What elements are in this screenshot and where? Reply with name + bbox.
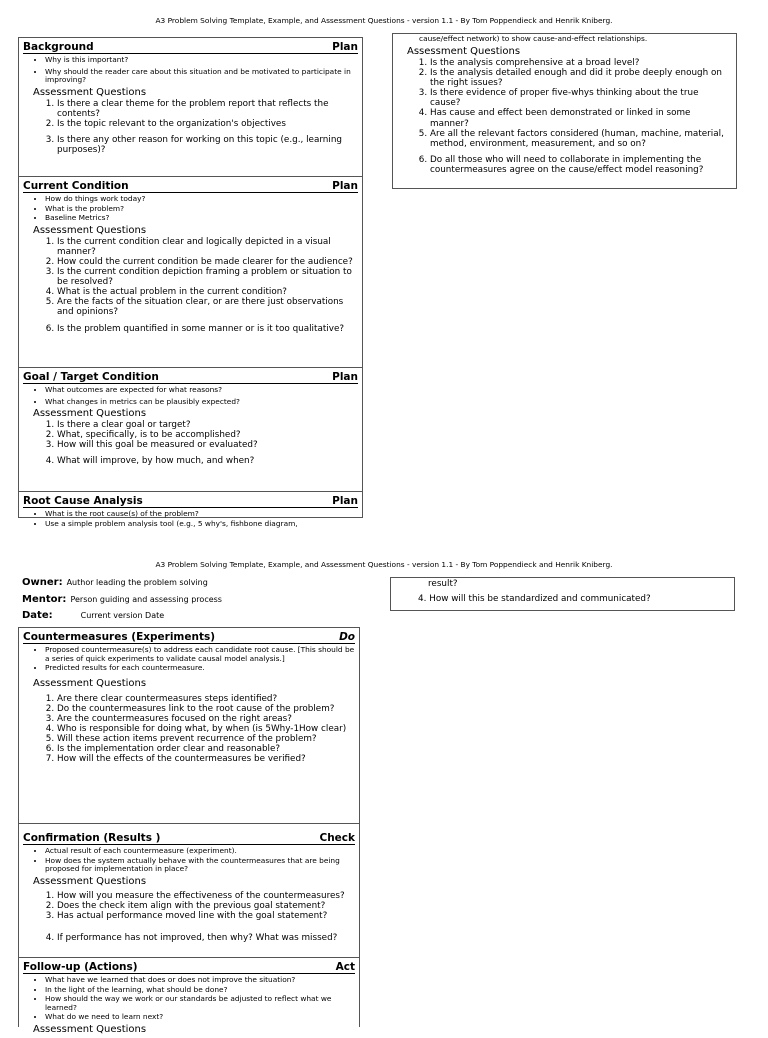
mentor-row xyxy=(22,594,222,605)
bullet-item: • What do we need to learn next? xyxy=(45,1013,355,1022)
question-item: 3. Has actual performance moved line with the goal statement? xyxy=(57,911,355,921)
section-title: Countermeasures (Experiments) xyxy=(23,631,216,643)
section-title: Goal / Target Condition xyxy=(23,371,159,383)
assessment-questions-label: Assessment Questions xyxy=(33,875,147,887)
section-title-row xyxy=(23,495,358,508)
bullet-item: • Actual result of each countermeasure (experiment). xyxy=(45,847,355,856)
section-background xyxy=(19,38,362,177)
page2-right-box xyxy=(390,577,735,611)
section-tag: Plan xyxy=(332,495,358,507)
bullet-item: • What outcomes are expected for what reasons? xyxy=(45,386,358,395)
question-item: 5. Will these action items prevent recurrence of the problem? xyxy=(57,734,355,744)
question-item: 4. What is the actual problem in the current condition? xyxy=(57,287,358,297)
bullet-item: • In the light of the learning, what should be done? xyxy=(45,986,355,995)
question-item: 2. Is the analysis detailed enough and did it probe deeply enough on the right issues? xyxy=(430,68,730,88)
mentor-value: Person guiding and assessing process xyxy=(70,595,222,604)
section-title-row xyxy=(23,41,358,54)
date-value: Current version Date xyxy=(80,611,165,620)
bullet-item: • What is the problem? xyxy=(45,205,358,214)
section-title-row xyxy=(23,832,355,845)
question-item: 4. If performance has not improved, then why? What was missed? xyxy=(57,933,355,943)
bullet-list xyxy=(23,976,355,1022)
bullet-item: • What changes in metrics can be plausibly expected? xyxy=(45,398,358,407)
question-item: 1. Is there a clear theme for the problem report that reflects the contents? xyxy=(57,99,358,119)
question-item: 3. Are the countermeasures focused on the right areas? xyxy=(57,714,355,724)
bullet-item: • Use a simple problem analysis tool (e.g., 5 why's, fishbone diagram, xyxy=(45,520,358,529)
question-item: 1. Is there a clear goal or target? xyxy=(57,420,358,430)
question-item: 6. Is the problem quantified in some manner or is it too qualitative? xyxy=(57,324,358,334)
bullet-list xyxy=(23,195,358,223)
question-item: 2. Is the topic relevant to the organization's objectives xyxy=(57,119,358,129)
bullet-item: • Why is this important? xyxy=(45,56,358,65)
question-item: 2. Do the countermeasures link to the root cause of the problem? xyxy=(57,704,355,714)
section-title: Follow-up (Actions) xyxy=(23,961,138,973)
section-title-row xyxy=(23,961,355,974)
section-title-row xyxy=(23,180,358,193)
bullet-item: • What have we learned that does or does not improve the situation? xyxy=(45,976,355,985)
assessment-questions-label: Assessment Questions xyxy=(33,86,147,98)
question-item: 2. What, specifically, is to be accomplished? xyxy=(57,430,358,440)
date-row xyxy=(22,610,164,621)
assessment-questions-label: Assessment Questions xyxy=(33,408,147,420)
question-item: 3. Is there any other reason for working on this topic (e.g., learning purposes)? xyxy=(57,135,358,155)
question-item: 5. Are all the relevant factors considered (human, machine, material, method, environment, measurement, and so on? xyxy=(430,129,730,149)
question-item: 4. Has cause and effect been demonstrated or linked in some manner? xyxy=(430,108,730,128)
section-title: Current Condition xyxy=(23,180,129,192)
continued-text: result? xyxy=(428,579,458,589)
assessment-questions-label: Assessment Questions xyxy=(33,677,147,689)
bullet-item: • What is the root cause(s) of the problem? xyxy=(45,510,358,519)
question-item: 1. Is the analysis comprehensive at a broad level? xyxy=(430,58,730,68)
page1-right-box xyxy=(392,33,737,189)
bullet-item: • How do things work today? xyxy=(45,195,358,204)
page2-left-box xyxy=(18,627,360,1035)
question-item: 1. Are there clear countermeasures steps identified? xyxy=(57,694,355,704)
question-list xyxy=(23,420,358,466)
section-title: Background xyxy=(23,41,94,53)
section-title-row xyxy=(23,371,358,384)
question-text: How will this be standardized and communicated? xyxy=(429,594,651,604)
bullet-item: • How does the system actually behave with the countermeasures that are being proposed for implementation in place? xyxy=(45,857,355,874)
section-goal xyxy=(19,368,362,492)
question-list xyxy=(23,694,355,765)
section-root-cause xyxy=(19,492,362,531)
section-tag: Plan xyxy=(332,180,358,192)
question-item xyxy=(401,594,728,604)
bullet-item: • Why should the reader care about this situation and be motivated to participate in improving? xyxy=(45,68,358,85)
question-item: 7. How will the effects of the countermeasures be verified? xyxy=(57,754,355,764)
assessment-questions-label: Assessment Questions xyxy=(407,46,521,57)
section-tag: Do xyxy=(339,631,355,643)
question-item: 2. How could the current condition be made clearer for the audience? xyxy=(57,257,358,267)
question-item: 2. Does the check item align with the previous goal statement? xyxy=(57,901,355,911)
section-confirmation xyxy=(19,824,359,958)
question-item: 3. Is the current condition depiction framing a problem or situation to be resolved? xyxy=(57,267,358,287)
bullet-item: • Baseline Metrics? xyxy=(45,214,358,223)
section-current-condition xyxy=(19,177,362,368)
question-item: 3. How will this goal be measured or evaluated? xyxy=(57,440,358,450)
question-item: 4. Who is responsible for doing what, by when (is 5Why-1How clear) xyxy=(57,724,355,734)
date-label: Date: xyxy=(22,610,53,621)
page1-left-box xyxy=(18,37,363,528)
section-countermeasures xyxy=(19,628,359,824)
question-item: 6. Do all those who will need to collaborate in implementing the countermeasures agree on the cause/effect model reasoning? xyxy=(430,155,730,175)
section-title-row xyxy=(23,631,355,644)
question-number: 4. xyxy=(418,594,430,604)
question-item: 1. How will you measure the effectiveness of the countermeasures? xyxy=(57,891,355,901)
section-title: Confirmation (Results ) xyxy=(23,832,161,844)
assessment-questions-label: Assessment Questions xyxy=(33,224,147,236)
bullet-item: • Predicted results for each countermeasure. xyxy=(45,664,355,673)
owner-label: Owner: xyxy=(22,577,63,588)
page1-header: A3 Problem Solving Template, Example, and Assessment Questions - version 1.1 - By Tom Poppendieck and Henrik Kniberg. xyxy=(155,16,613,25)
bullet-item: • How should the way we work or our standards be adjusted to reflect what we learned? xyxy=(45,995,355,1012)
owner-value: Author leading the problem solving xyxy=(66,578,208,587)
question-list xyxy=(23,99,358,155)
question-item: 1. Is the current condition clear and logically depicted in a visual manner? xyxy=(57,237,358,257)
section-title: Root Cause Analysis xyxy=(23,495,143,507)
section-tag: Plan xyxy=(332,371,358,383)
question-list xyxy=(403,58,730,175)
bullet-item: • Proposed countermeasure(s) to address each candidate root cause. [This should be a series of quick experiments to validate causal model analysis.] xyxy=(45,646,355,663)
bullet-list xyxy=(23,56,358,85)
question-item: 5. Are the facts of the situation clear, or are there just observations and opinions? xyxy=(57,297,358,317)
mentor-label: Mentor: xyxy=(22,594,67,605)
section-tag: Plan xyxy=(332,41,358,53)
question-item: 6. Is the implementation order clear and reasonable? xyxy=(57,744,355,754)
bullet-list xyxy=(23,386,358,406)
bullet-list xyxy=(23,510,358,528)
continued-text: cause/effect network) to show cause-and-effect relationships. xyxy=(419,34,648,43)
section-tag: Check xyxy=(319,832,355,844)
question-list xyxy=(23,891,355,943)
bullet-list xyxy=(23,646,355,673)
page2-header: A3 Problem Solving Template, Example, and Assessment Questions - version 1.1 - By Tom Poppendieck and Henrik Kniberg. xyxy=(155,560,613,569)
question-list xyxy=(23,237,358,334)
assessment-questions-label: Assessment Questions xyxy=(33,1023,147,1035)
question-item: 4. What will improve, by how much, and when? xyxy=(57,456,358,466)
bullet-list xyxy=(23,847,355,874)
owner-row xyxy=(22,577,208,588)
section-follow-up xyxy=(19,958,359,1038)
section-tag: Act xyxy=(335,961,355,973)
question-item: 3. Is there evidence of proper five-whys thinking about the true cause? xyxy=(430,88,730,108)
